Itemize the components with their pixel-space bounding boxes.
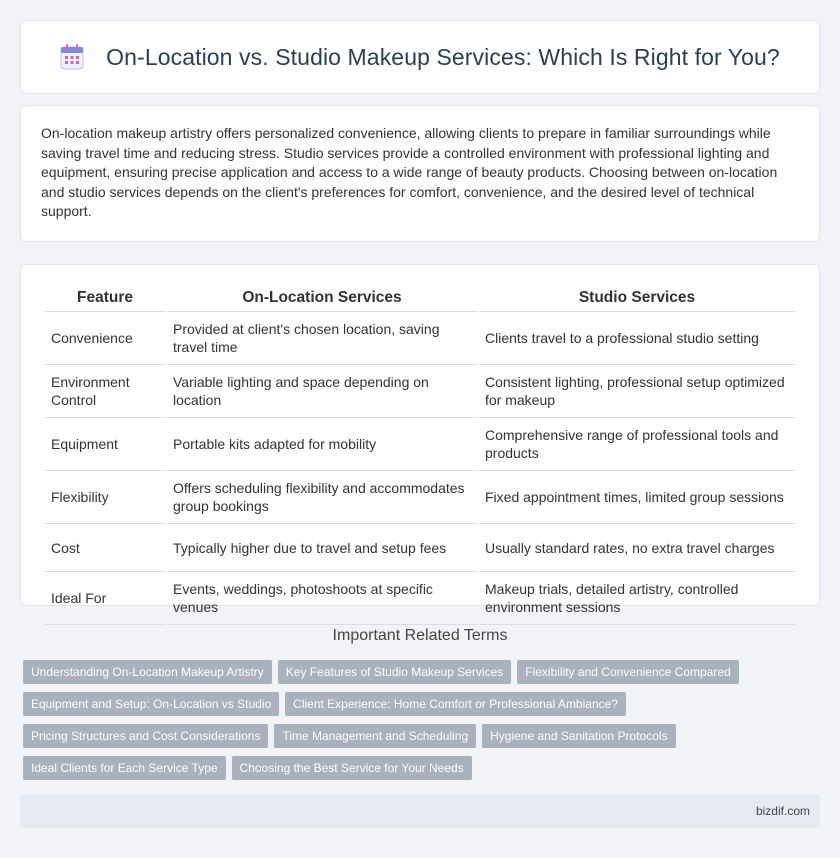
- on-location-cell: Variable lighting and space depending on location: [167, 365, 477, 418]
- header-on-location: On-Location Services: [167, 283, 477, 312]
- on-location-cell: Portable kits adapted for mobility: [167, 418, 477, 471]
- feature-cell: Cost: [45, 524, 165, 572]
- table-row: [45, 365, 795, 418]
- studio-cell: Fixed appointment times, limited group sessions: [479, 471, 795, 524]
- related-term-tag[interactable]: Key Features of Studio Makeup Services: [278, 660, 511, 684]
- comparison-card: [20, 264, 820, 615]
- related-term-tag[interactable]: Understanding On-Location Makeup Artistry: [23, 660, 272, 684]
- feature-cell: Equipment: [45, 418, 165, 471]
- feature-cell: Environment Control: [45, 365, 165, 418]
- studio-cell: Usually standard rates, no extra travel charges: [479, 524, 795, 572]
- related-term-tag[interactable]: Pricing Structures and Cost Considerations: [23, 724, 268, 748]
- related-terms-title: Important Related Terms: [332, 627, 508, 644]
- studio-cell: Makeup trials, detailed artistry, controlled environment sessions: [479, 572, 795, 625]
- studio-cell: Clients travel to a professional studio setting: [479, 312, 795, 365]
- intro-card: [20, 105, 820, 242]
- table-row: [45, 572, 795, 625]
- table-row: [45, 471, 795, 524]
- table-row: [45, 524, 795, 572]
- feature-cell: Flexibility: [45, 471, 165, 524]
- feature-cell: Convenience: [45, 312, 165, 365]
- footer: [20, 794, 820, 828]
- studio-cell: Consistent lighting, professional setup optimized for makeup: [479, 365, 795, 418]
- related-term-tag[interactable]: Hygiene and Sanitation Protocols: [482, 724, 675, 748]
- intro-text: On-location makeup artistry offers personalized convenience, allowing clients to prepare in familiar surroundings while saving travel time and reducing stress. Studio services provide a controlled environment with professional lighting and equipment, ensuring precise application and access to a wide range of beauty products. Choosing between on-location and studio services depends on the client's preferences for comfort, convenience, and the desired level of technical support.: [41, 125, 778, 220]
- footer-site-link[interactable]: bizdif.com: [755, 804, 810, 818]
- calendar-icon: [60, 44, 84, 70]
- related-terms-list: [23, 660, 823, 788]
- related-term-tag[interactable]: Equipment and Setup: On-Location vs Studio: [23, 692, 279, 716]
- table-row: [45, 312, 795, 365]
- on-location-cell: Offers scheduling flexibility and accommodates group bookings: [167, 471, 477, 524]
- related-term-tag[interactable]: Time Management and Scheduling: [274, 724, 476, 748]
- related-term-tag[interactable]: Ideal Clients for Each Service Type: [23, 756, 226, 780]
- related-term-tag[interactable]: Choosing the Best Service for Your Needs: [232, 756, 472, 780]
- on-location-cell: Typically higher due to travel and setup fees: [167, 524, 477, 572]
- on-location-cell: Provided at client's chosen location, saving travel time: [167, 312, 477, 365]
- related-term-tag[interactable]: Client Experience: Home Comfort or Professional Ambiance?: [285, 692, 626, 716]
- page-title: On-Location vs. Studio Makeup Services: Which Is Right for You?: [106, 43, 780, 70]
- page-header: [20, 20, 820, 94]
- feature-cell: Ideal For: [45, 572, 165, 625]
- on-location-cell: Events, weddings, photoshoots at specific venues: [167, 572, 477, 625]
- comparison-table: [43, 283, 797, 625]
- header-feature: Feature: [45, 283, 165, 312]
- studio-cell: Comprehensive range of professional tools and products: [479, 418, 795, 471]
- header-studio: Studio Services: [479, 283, 795, 312]
- related-term-tag[interactable]: Flexibility and Convenience Compared: [517, 660, 738, 684]
- table-row: [45, 418, 795, 471]
